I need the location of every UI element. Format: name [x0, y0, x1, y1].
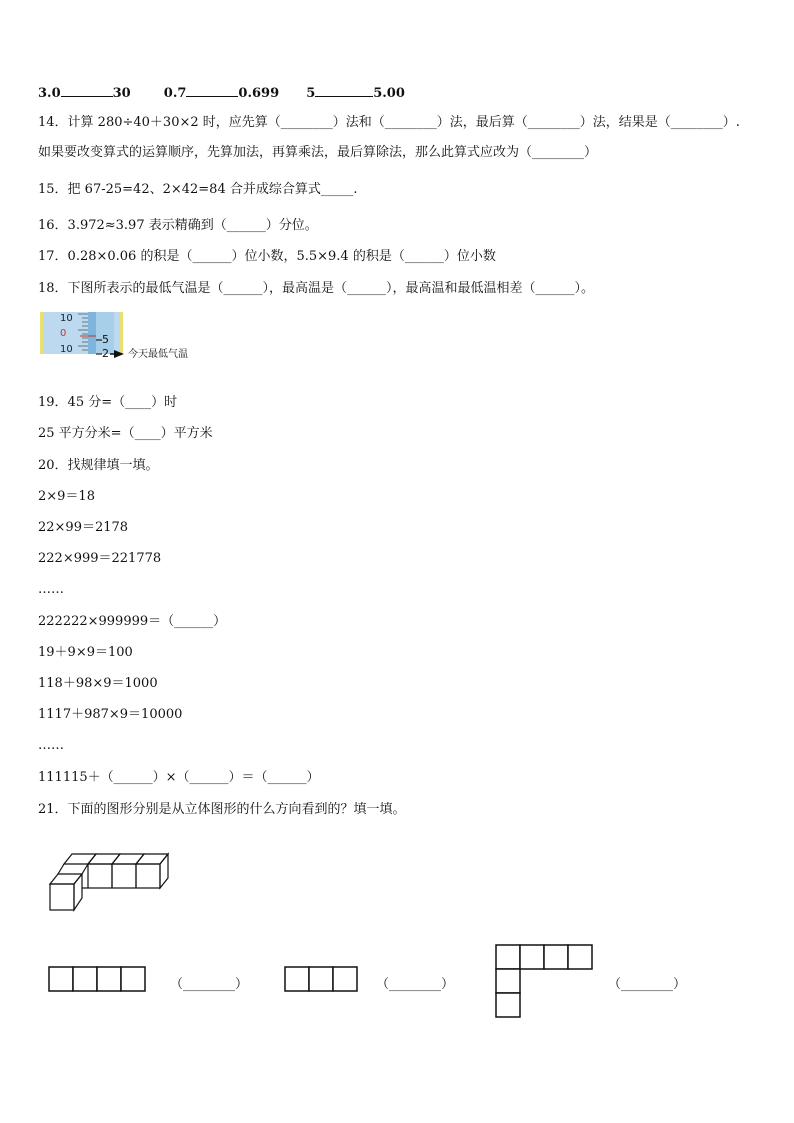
q13-blank-2[interactable]: [186, 84, 238, 97]
q14-line-1: 14．计算 280÷40＋30×2 时，应先算（________）法和（________）法，最后算（________）法，结果是（________）.: [38, 115, 740, 130]
thermo-mark-5: 5: [102, 333, 109, 346]
q20-ellipsis: ……: [38, 582, 64, 597]
q20-ellipsis: ……: [38, 738, 64, 753]
q20-line: 19＋9×9＝100: [38, 645, 133, 660]
q20-line: 1117＋987×9＝10000: [38, 707, 183, 722]
thermo-tick-zero: 0: [60, 328, 67, 339]
view-answer-2[interactable]: （________）: [376, 977, 455, 992]
thermo-tick-bottom: 10: [60, 344, 73, 355]
view-figure-3: [495, 944, 595, 1020]
q16-line: 16．3.972≈3.97 表示精确到（______）分位。: [38, 218, 318, 233]
view-figure-1: [48, 966, 148, 992]
view-answer-3[interactable]: （________）: [608, 977, 687, 992]
q18-line: 18．下图所表示的最低气温是（______），最高温是（______），最高温和最低温相差（______）。: [38, 281, 595, 296]
q13-blank-3[interactable]: [315, 84, 373, 97]
cube-solid-figure: [46, 850, 176, 914]
q14-line-2: 如果要改变算式的运算顺序，先算加法，再算乘法，最后算除法，那么此算式应改为（________）: [38, 145, 598, 160]
thermo-tube: [88, 312, 96, 354]
q19-line-1: 19．45 分=（____）时: [38, 395, 178, 410]
q20-title: 20．找规律填一填。: [38, 458, 159, 473]
q13-blank-1[interactable]: [61, 84, 113, 97]
q20-line: 2×9＝18: [38, 489, 95, 504]
q20-line: 222222×999999＝（______）: [38, 614, 227, 629]
thermo-mark-2: 2: [102, 347, 109, 360]
q20-line: 22×99＝2178: [38, 520, 129, 535]
q17-line: 17．0.28×0.06 的积是（______）位小数，5.5×9.4 的积是（______）位小数: [38, 249, 496, 264]
thermo-caption: 今天最低气温: [128, 349, 188, 360]
q20-line: 222×999＝221778: [38, 551, 162, 566]
q13-line: 3.0 30 0.7 0.699 5 5.00: [38, 86, 405, 101]
view-figure-2: [284, 966, 360, 992]
view-answer-1[interactable]: （________）: [170, 977, 249, 992]
q20-line: 111115＋（______）×（______）＝（______）: [38, 770, 320, 785]
q15-line: 15．把 67-25=42、2×42=84 合并成综合算式_____.: [38, 182, 358, 197]
thermo-tick-top: 10: [60, 313, 73, 324]
q20-line: 118＋98×9＝1000: [38, 676, 158, 691]
thermometer-figure: [40, 312, 210, 360]
q21-title: 21．下面的图形分别是从立体图形的什么方向看到的？填一填。: [38, 802, 406, 817]
q19-line-2: 25 平方分米=（____）平方米: [38, 426, 213, 441]
